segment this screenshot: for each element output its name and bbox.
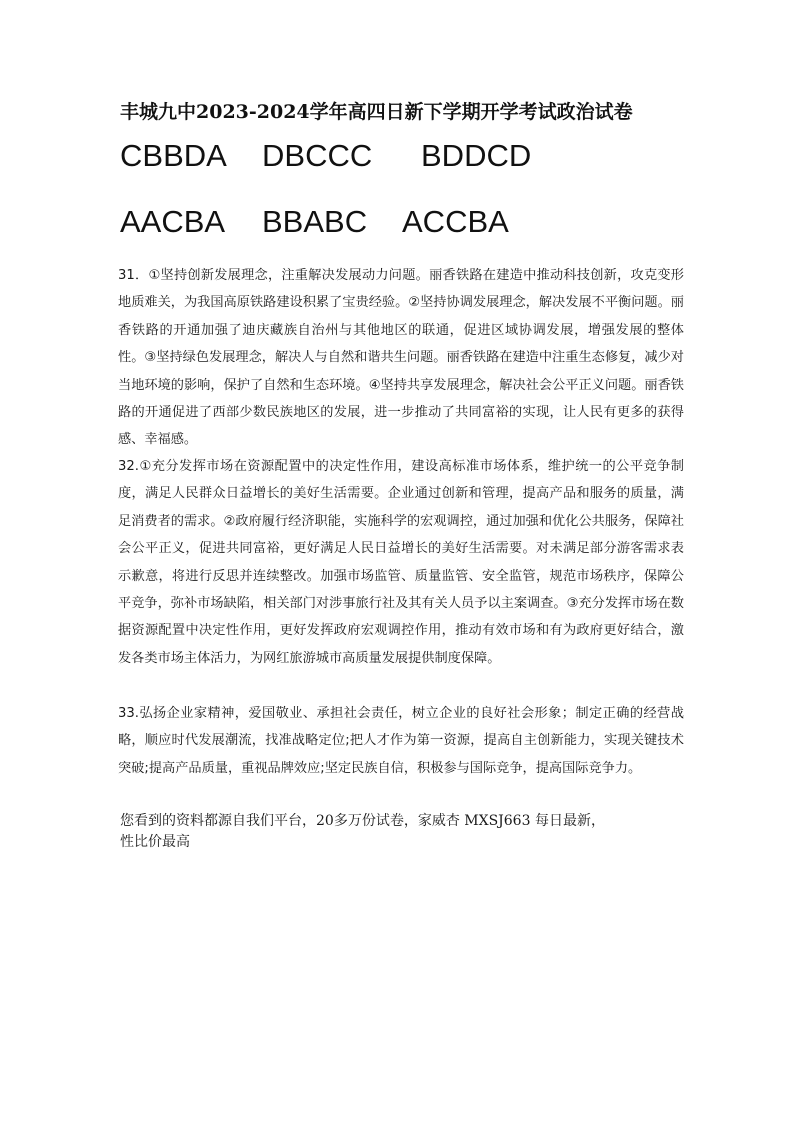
answer-31-paragraph: 31．①坚持创新发展理念，注重解决发展动力问题。丽香铁路在建造中推动科技创新，攻克变形地质难关，为我国高原铁路建设积累了宝贵经验。②坚持协调发展理念，解决发展不平衡问题。丽香铁路的开通加强了迪庆藏族自治州与其他地区的联通，促进区域协调发展，增强发展的整体性。③坚持绿色发展理念，解决人与自然和谐共生问题。丽香铁路在建造中注重生态修复，减少对当地环境的影响，保护了自然和生态环境。④坚持共享发展理念，解决社会公平正义问题。丽香铁路的开通促进了西部少数民族地区的发展，进一步推动了共同富裕的实现，让人民有更多的获得感、幸福感。 xyxy=(118,268,684,448)
answer-group: AACBA xyxy=(120,204,226,239)
answer-group: CBBDA xyxy=(120,138,227,173)
answer-group: BDDCD xyxy=(421,138,532,173)
footer-line-1: 您看到的资料都源自我们平台，20多万份试卷，家威杏 MXSJ663 每日最新， xyxy=(120,813,605,829)
answer-row-1 xyxy=(120,136,531,176)
page-title: 丰城九中2023-2024学年高四日新下学期开学考试政治试卷 xyxy=(120,101,633,123)
answer-row-2 xyxy=(120,202,509,242)
answer-33-paragraph: 33.弘扬企业家精神，爱国敬业、承担社会责任，树立企业的良好社会形象；制定正确的经营战略，顺应时代发展潮流，找准战略定位;把人才作为第一资源，提高自主创新能力，实现关键技术突破;提高产品质量，重视品牌效应;坚定民族自信，积极参与国际竞争，提高国际竞争力。 xyxy=(118,706,684,776)
footer-note xyxy=(120,811,680,853)
footer-line-2: 性比价最高 xyxy=(120,834,190,850)
answer-32-paragraph: 32.①充分发挥市场在资源配置中的决定性作用，建设高标准市场体系，维护统一的公平竞争制度，满足人民群众日益增长的美好生活需要。企业通过创新和管理，提高产品和服务的质量，满足消费者的需求。②政府履行经济职能，实施科学的宏观调控，通过加强和优化公共服务，保障社会公平正义，促进共同富裕，更好满足人民日益增长的美好生活需要。对未满足部分游客需求表示歉意，将进行反思并连续整改。加强市场监管、质量监管、安全监管，规范市场秩序，保障公平竞争，弥补市场缺陷，相关部门对涉事旅行社及其有关人员予以主案调查。③充分发挥市场在数据资源配置中决定性作用，更好发挥政府宏观调控作用，推动有效市场和有为政府更好结合，激发各类市场主体活力，为网红旅游城市高质量发展提供制度保障。 xyxy=(118,459,684,666)
answer-group: DBCCC xyxy=(262,138,373,173)
answer-group: BBABC xyxy=(262,204,368,239)
answer-group: ACCBA xyxy=(402,204,509,239)
